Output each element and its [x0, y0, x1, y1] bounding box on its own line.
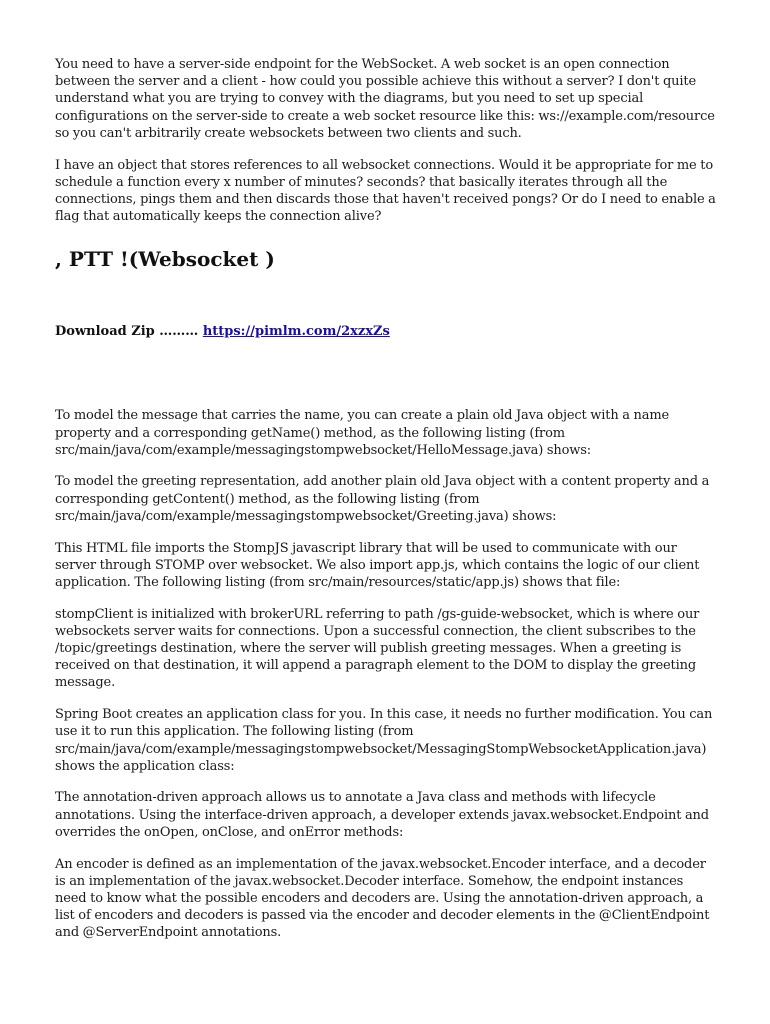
body-section: [55, 407, 717, 941]
download-link[interactable]: https://pimlm.com/2xzxZs: [202, 324, 390, 340]
intro-paragraph: You need to have a server-side endpoint for the WebSocket. A web socket is an open connection between the server and a client - how could you possible achieve this without a server? I don't quite understand what you are trying to convey with the diagrams, but you need to set up special configurations on the server-side to create a web socket resource like this: ws://example.com/resource so you can't arbitrarily create websockets between two clients and such.: [55, 57, 715, 141]
body-paragraph: To model the message that carries the name, you can create a plain old Java object with a name property and a corresponding getName() method, as the following listing (from src/main/java/com/example/messagingstompwebsocket/HelloMessage.java) shows:: [55, 408, 670, 458]
download-line: [55, 323, 717, 340]
intro-paragraph: I have an object that stores references to all websocket connections. Would it be appropriate for me to schedule a function every x number of minutes? seconds? that basically iterates through all the connections, pings them and then discards those that haven't received pongs? Or do I need to enable a flag that automatically keeps the connection alive?: [55, 157, 716, 225]
download-label: Download Zip ………: [55, 324, 203, 340]
body-paragraph: stompClient is initialized with brokerURL referring to path /gs-guide-websocket, which is where our websockets server waits for connections. Upon a successful connection, the client subscribes to the /topic/greetings destination, where the server will publish greeting messages. When a greeting is received on that destination, it will append a paragraph element to the DOM to display the greeting message.: [55, 606, 700, 691]
body-paragraph: To model the greeting representation, add another plain old Java object with a content property and a corresponding getContent() method, as the following listing (from src/main/java/com/example/messagingstompwebsocket/Greeting.java) shows:: [55, 474, 710, 524]
intro-section: [55, 56, 717, 225]
page-heading: , PTT !(Websocket ): [55, 247, 275, 272]
body-paragraph: The annotation-driven approach allows us to annotate a Java class and methods with lifecycle annotations. Using the interface-driven approach, a developer extends javax.websocket.Endpoint and overrides the onOpen, onClose, and onError methods:: [55, 790, 709, 840]
document-page: [55, 56, 717, 942]
body-paragraph: Spring Boot creates an application class for you. In this case, it needs no further modification. You can use it to run this application. The following listing (from src/main/java/com/example/messagingstompwebsocket/MessagingStompWebsocketApplication.java) shows the application class:: [55, 707, 713, 774]
body-paragraph: This HTML file imports the StompJS javascript library that will be used to communicate with our server through STOMP over websocket. We also import app.js, which contains the logic of our client application. The following listing (from src/main/resources/static/app.js) shows that file:: [55, 540, 700, 590]
body-paragraph: An encoder is defined as an implementation of the javax.websocket.Encoder interface, and a decoder is an implementation of the javax.websocket.Decoder interface. Somehow, the endpoint instances need to know what the possible encoders and decoders are. Using the annotation-driven approach, a list of encoders and decoders is passed via the encoder and decoder elements in the @ClientEndpoint and @ServerEndpoint annotations.: [55, 856, 710, 941]
